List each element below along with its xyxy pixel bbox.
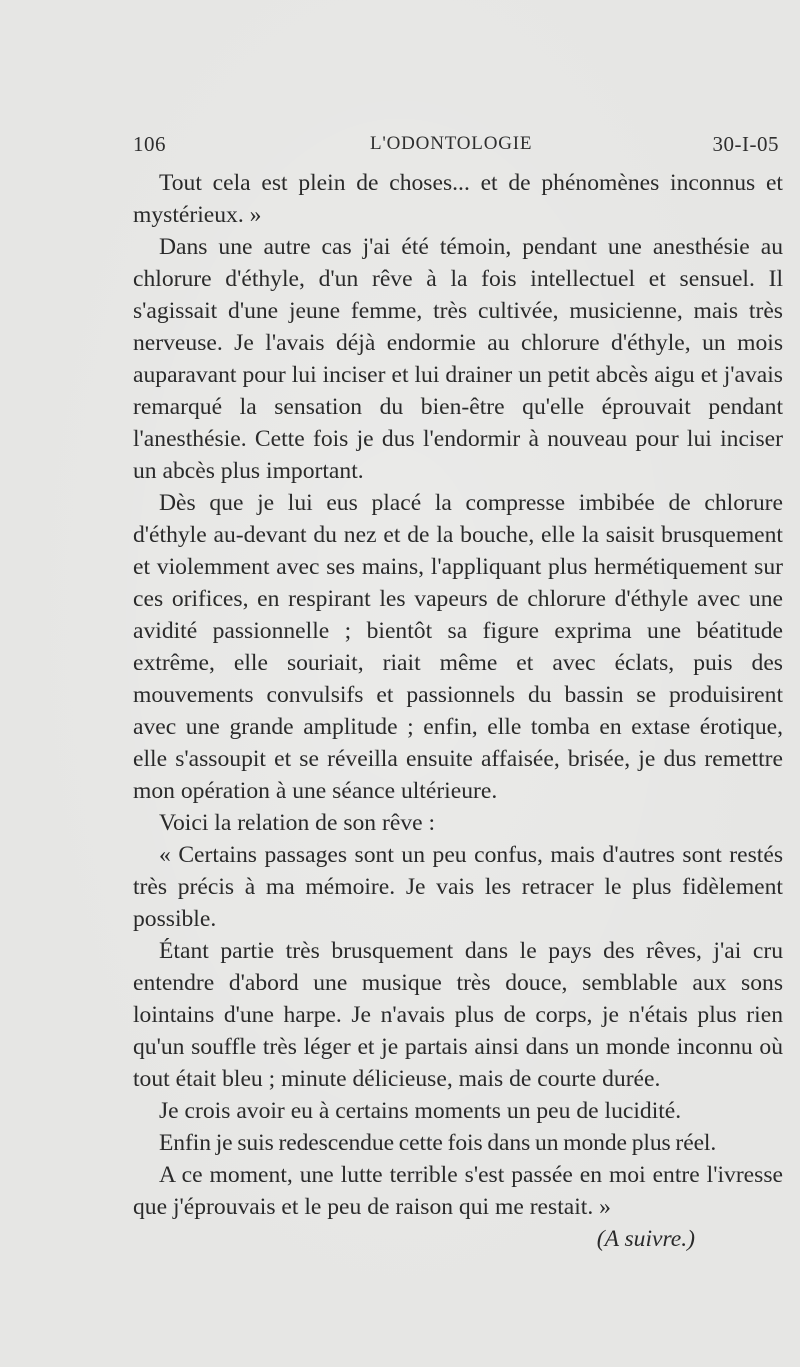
journal-title: L'ODONTOLOGIE [370, 133, 533, 154]
paragraph: Voici la relation de son rêve : [159, 810, 436, 836]
paragraph: Dans une autre cas j'ai été témoin, pendant une anesthésie au chlorure d'éthyle, d'un rêve à la fois intellectuel et sensuel. Il s'agissait d'une jeune femme, très cultivée, musicienne, mais très nerveuse. Je l'avais déjà endormie au chlorure d'éthyle, un mois auparavant pour lui inciser et lui drainer un petit abcès aigu et j'avais remarqué la sensation du bien-être qu'elle éprouvait pendant l'anesthésie. Cette fois je dus l'endormir à nouveau pour lui inciser un abcès plus important. [133, 234, 783, 484]
paragraph: Étant partie très brusquement dans le pays des rêves, j'ai cru entendre d'abord une musique très douce, semblable aux sons lointains d'une harpe. Je n'avais plus de corps, je n'étais plus rien qu'un souffle très léger et je partais ainsi dans un monde inconnu où tout était bleu ; minute délicieuse, mais de courte durée. [133, 938, 783, 1092]
running-header [133, 132, 783, 160]
issue-date: 30-I-05 [712, 132, 779, 156]
article-body [133, 167, 783, 1255]
paragraph: « Certains passages sont un peu confus, mais d'autres sont restés très précis à ma mémoire. Je vais les retracer le plus fidèlement possible. [133, 842, 783, 932]
paragraph: Dès que je lui eus placé la compresse imbibée de chlorure d'éthyle au-devant du nez et de la bouche, elle la saisit brusquement et violemment avec ses mains, l'appliquant plus hermétiquement sur ces orifices, en respirant les vapeurs de chlorure d'éthyle avec une avidité passionnelle ; bientôt sa figure exprima une béatitude extrême, elle souriait, riait même et avec éclats, puis des mouvements convulsifs et passionnels du bassin se produisirent avec une grande amplitude ; enfin, elle tomba en extase érotique, elle s'assoupit et se réveilla ensuite affaisée, brisée, je dus remettre mon opération à une séance ultérieure. [133, 490, 783, 804]
page-number: 106 [133, 132, 166, 156]
paragraph: Je crois avoir eu à certains moments un peu de lucidité. [159, 1098, 682, 1124]
paragraph: Enfin je suis redescendue cette fois dans un monde plus réel. [159, 1130, 717, 1156]
paragraph: Tout cela est plein de choses... et de phénomènes inconnus et mystérieux. » [133, 170, 783, 228]
to-be-continued-note: (A suivre.) [596, 1226, 695, 1252]
paragraph: A ce moment, une lutte terrible s'est passée en moi entre l'ivresse que j'éprouvais et le peu de raison qui me restait. » [133, 1162, 783, 1220]
